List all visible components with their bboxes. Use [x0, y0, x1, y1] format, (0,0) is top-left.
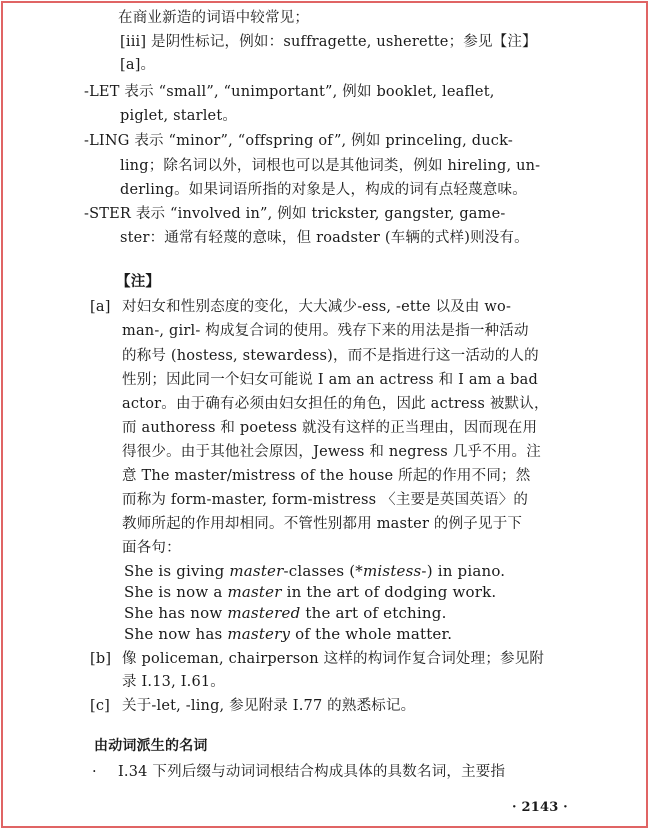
text-line: ling；除名词以外，词根也可以是其他词类，例如 hireling, un-	[120, 158, 541, 174]
section-title: 由动词派生的名词	[94, 738, 208, 754]
text-line: derling。如果词语所指的对象是人，构成的词有点轻蔑意味。	[120, 182, 527, 198]
note-a-line: 性别；因此同一个妇女可能说 I am an actress 和 I am a bad	[122, 372, 538, 388]
note-a-line: 意 The master/mistress of the house 所起的作用不同；然	[122, 468, 531, 484]
note-a-line: 面各句：	[122, 540, 181, 556]
paragraph-text: Ⅰ.34 下列后缀与动词词根结合构成具体的具数名词，主要指	[118, 764, 506, 780]
note-a-line: 教师所起的作用却相同。不管性别都用 master 的例子见于下	[122, 516, 523, 532]
text-line: 在商业新造的词语中较常见；	[118, 10, 310, 26]
note-a-line: man-, girl- 构成复合词的使用。残存下来的用法是指一种活动	[122, 323, 529, 339]
note-b-line: 录 Ⅰ.13, Ⅰ.61。	[122, 674, 226, 690]
entry-ling: -LING 表示 “minor”, “offspring of”, 例如 princeling, duck-	[84, 133, 513, 149]
example-sentence: She has now mastered the art of etching.	[124, 604, 447, 622]
note-label-b: [b]	[90, 651, 112, 667]
page-number: · 2143 ·	[512, 800, 568, 815]
example-sentence: She now has mastery of the whole matter.	[124, 625, 453, 643]
entry-ster: -STER 表示 “involved in”, 例如 trickster, gangster, game-	[84, 206, 506, 222]
note-a-line: 的称号 (hostess, stewardess)，而不是指进行这一活动的人的	[122, 348, 539, 364]
paragraph-bullet: ·	[92, 764, 97, 780]
note-a-line: 得很少。由于其他社会原因，Jewess 和 negress 几乎不用。注	[122, 444, 541, 460]
text-line: piglet, starlet。	[120, 108, 238, 124]
note-label-a: [a]	[90, 299, 111, 315]
text-line: [iii] 是阴性标记，例如：suffragette, usherette；参见【注】	[120, 34, 537, 50]
text-line: [a]。	[120, 57, 156, 73]
note-a-line: 而称为 form-master, form-mistress 〈主要是英国英语〉的	[122, 492, 529, 508]
note-a-line: actor。由于确有必须由妇女担任的角色，因此 actress 被默认，	[122, 396, 549, 412]
text-line: ster：通常有轻蔑的意味，但 roadster (车辆的式样)则没有。	[120, 230, 529, 246]
note-c-line: 关于-let, -ling, 参见附录 Ⅰ.77 的熟悉标记。	[122, 698, 416, 714]
example-sentence: She is giving master-classes (*mistess-) in piano.	[124, 562, 506, 580]
note-a-line: 对妇女和性别态度的变化，大大减少-ess, -ette 以及由 wo-	[122, 299, 512, 315]
note-label-c: [c]	[90, 698, 111, 714]
entry-let: -LET 表示 “small”, “unimportant”, 例如 booklet, leaflet,	[84, 84, 495, 100]
note-a-line: 而 authoress 和 poetess 就没有这样的正当理由，因而现在用	[122, 420, 538, 436]
note-b-line: 像 policeman, chairperson 这样的构词作复合词处理；参见附	[122, 651, 545, 667]
example-sentence: She is now a master in the art of dodging work.	[124, 583, 497, 601]
notes-heading: 【注】	[116, 273, 161, 290]
